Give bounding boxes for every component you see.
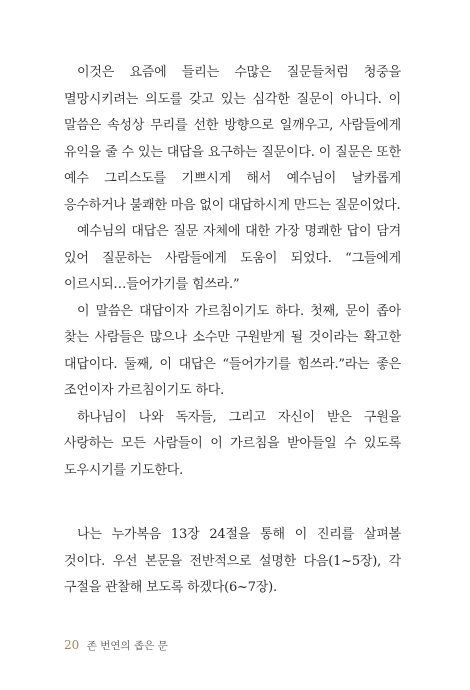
paragraph-5: 나는 누가복음 13장 24절을 통해 이 진리를 살펴볼 것이다. 우선 본문을 전반적으로 설명한 다음(1~5장), 각 구절을 관찰해 보도록 하겠다(6~7장). — [64, 527, 401, 595]
running-title: 존 번연의 좁은 문 — [86, 640, 168, 652]
page-footer — [64, 638, 168, 653]
paragraph-1: 이것은 요즘에 들리는 수많은 질문들처럼 청중을 멸망시키려는 의도를 갖고 있는 심각한 질문이 아니다. 이 말씀은 속성상 무리를 선한 방향으로 일깨우고, 사람들에게 유익을 줄 수 있는 대답을 요구하는 질문이다. 이 질문은 또한 예수 그리스도를 기쁘시게 해서 예수님이 날카롭게 응수하거나 불쾌한 마음 없이 대답하시게 만드는 질문이었다. — [64, 65, 401, 213]
page-number: 20 — [64, 638, 80, 652]
paragraph-2: 예수님의 대답은 질문 자체에 대한 가장 명쾌한 답이 담겨 있어 질문하는 사람들에게 도움이 되었다. “그들에게 이르시되…들어가기를 힘쓰라.” — [64, 224, 401, 292]
section-gap — [64, 484, 401, 522]
body-text — [64, 60, 401, 602]
paragraph-4: 하나님이 나와 독자들, 그리고 자신이 받은 구원을 사랑하는 모든 사람들이 이 가르침을 받아들일 수 있도록 도우시기를 기도한다. — [64, 409, 401, 478]
paragraph-3: 이 말씀은 대답이자 가르침이기도 하다. 첫째, 문이 좁아 찾는 사람들은 많으나 소수만 구원받게 될 것이라는 확고한 대답이다. 둘째, 이 대답은 “들어가기를 힘쓰라.”라는 좋은 조언이자 가르침이기도 하다. — [64, 303, 401, 398]
